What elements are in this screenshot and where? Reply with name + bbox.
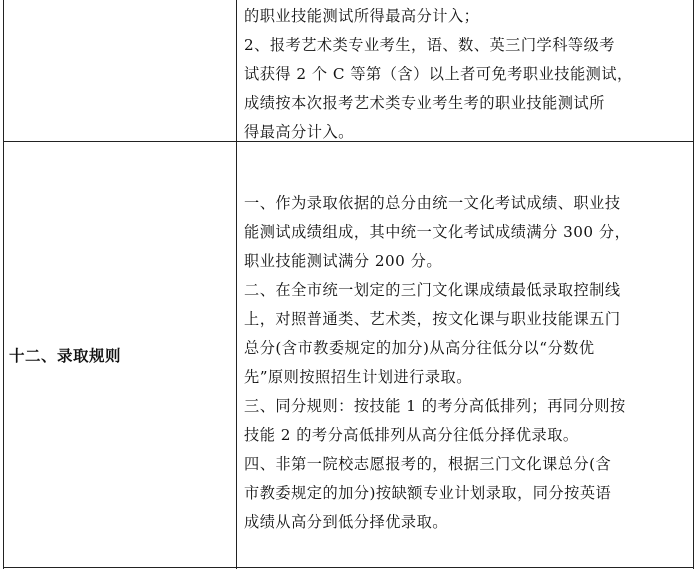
text-line: 能测试成绩组成，其中统一文化考试成绩满分 300 分， xyxy=(244,223,631,241)
text-line: 试获得 2 个 C 等第（含）以上者可免考职业技能测试， xyxy=(244,65,633,83)
text-line: 市教委规定的加分)按缺额专业计划录取，同分按英语 xyxy=(244,484,612,502)
text-line: 成绩从高分到低分择优录取。 xyxy=(244,513,448,531)
admission-rules-content xyxy=(244,189,690,537)
admission-rules-label: 十二、录取规则 xyxy=(9,347,122,365)
text-line: 一、作为录取依据的总分由统一文化考试成绩、职业技 xyxy=(244,194,621,212)
text-line: 的职业技能测试所得最高分计入； xyxy=(244,7,480,25)
text-line: 上，对照普通类、艺术类，按文化课与职业技能课五门 xyxy=(244,310,621,328)
text-line: 总分(含市教委规定的加分)从高分往低分以“分数优 xyxy=(244,339,595,357)
text-line: 职业技能测试满分 200 分。 xyxy=(244,252,443,270)
text-line: 技能 2 的考分高低排列从高分往低分择优录取。 xyxy=(244,426,579,444)
text-line: 二、在全市统一划定的三门文化课成绩最低录取控制线 xyxy=(244,281,621,299)
text-line: 四、非第一院校志愿报考的，根据三门文化课总分(含 xyxy=(244,455,612,473)
text-line: 成绩按本次报考艺术类专业考生考的职业技能测试所 xyxy=(244,94,605,112)
text-line: 三、同分规则：按技能 1 的考分高低排列；再同分则按 xyxy=(244,397,626,415)
text-line: 得最高分计入。 xyxy=(244,123,354,141)
table-bottom-border xyxy=(3,567,694,568)
text-line: 先”原则按照招生计划进行录取。 xyxy=(244,368,472,386)
text-line: 2、报考艺术类专业考生，语、数、英三门学科等级考 xyxy=(244,36,615,54)
top-row-content xyxy=(244,2,690,147)
table-column-divider xyxy=(236,0,237,569)
table-right-border xyxy=(693,0,694,569)
top-row-label-cell xyxy=(4,0,236,141)
